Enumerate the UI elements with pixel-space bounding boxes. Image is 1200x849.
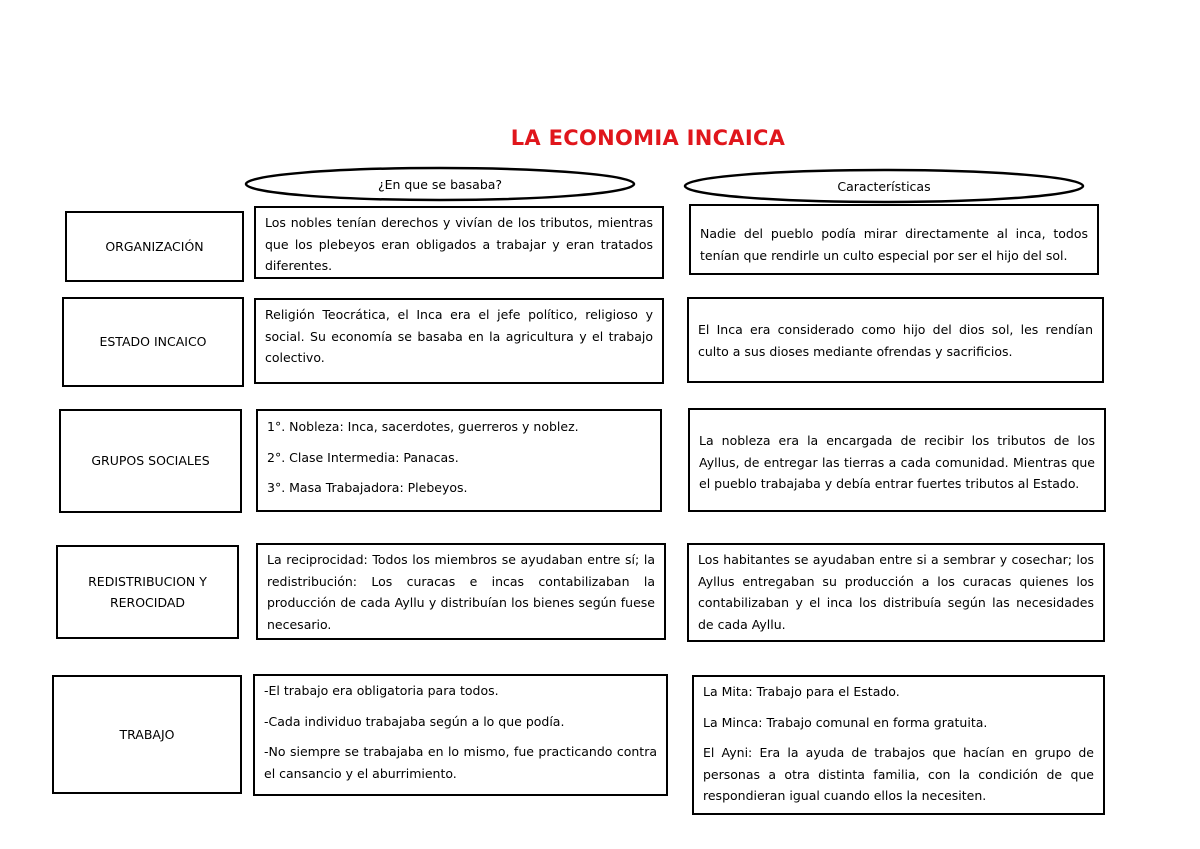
traits-text: El Inca era considerado como hijo del dios sol, les rendían culto a sus dioses mediante ofrendas y sacrificios.	[698, 322, 1093, 359]
row-label-organizacion	[65, 211, 244, 282]
row-label-text: ORGANIZACIÓN	[105, 238, 204, 254]
basis-box-organizacion	[254, 206, 664, 279]
traits-line: La Mita: Trabajo para el Estado.	[703, 684, 900, 699]
column-header-left	[243, 165, 637, 203]
row-label-text: TRABAJO	[119, 726, 175, 742]
basis-line: -No siempre se trabajaba en lo mismo, fue practicando contra el cansancio y el aburrimiento.	[264, 744, 657, 781]
traits-box-grupos-sociales	[688, 408, 1106, 512]
traits-box-organizacion	[689, 204, 1099, 275]
row-label-trabajo	[52, 675, 242, 794]
traits-box-estado-incaico	[687, 297, 1104, 383]
row-label-grupos-sociales	[59, 409, 242, 513]
row-label-text: ESTADO INCAICO	[99, 334, 207, 350]
traits-text: Nadie del pueblo podía mirar directamente al inca, todos tenían que rendirle un culto especial por ser el hijo del sol.	[700, 226, 1088, 263]
basis-line: 3°. Masa Trabajadora: Plebeyos.	[267, 480, 468, 495]
row-label-text: GRUPOS SOCIALES	[91, 453, 210, 469]
basis-text: Los nobles tenían derechos y vivían de los tributos, mientras que los plebeyos eran obligados a trabajar y eran tratados diferentes.	[265, 215, 653, 273]
row-label-line: REROCIDAD	[109, 595, 186, 610]
traits-line: La Minca: Trabajo comunal en forma gratuita.	[703, 714, 988, 730]
basis-text: Religión Teocrática, el Inca era el jefe político, religioso y social. Su economía se basaba en la agricultura y el trabajo colectivo.	[265, 307, 653, 365]
row-label-line: REDISTRIBUCION Y	[88, 573, 207, 589]
column-header-right	[682, 167, 1086, 205]
row-label-redistribucion	[56, 545, 239, 639]
basis-box-redistribucion	[256, 543, 666, 640]
basis-box-estado-incaico	[254, 298, 664, 384]
traits-box-trabajo	[692, 675, 1105, 815]
traits-text: Los habitantes se ayudaban entre si a sembrar y cosechar; los Ayllus entregaban su producción a los curacas quienes los contabilizaban y el inca los distribuía según las necesidades de cada Ayllu.	[698, 552, 1094, 632]
column-header-left-label: ¿En que se basaba?	[377, 176, 503, 192]
basis-box-trabajo	[253, 674, 668, 796]
traits-box-redistribucion	[687, 543, 1105, 642]
basis-line: 1°. Nobleza: Inca, sacerdotes, guerreros y noblez.	[267, 419, 579, 434]
basis-text: La reciprocidad: Todos los miembros se ayudaban entre sí; la redistribución: Los curacas e incas contabilizaban la producción de cada Ayllu y distribuían los bienes según fuese necesario.	[267, 552, 655, 632]
basis-line: 2°. Clase Intermedia: Panacas.	[267, 449, 459, 465]
page-title: LA ECONOMIA INCAICA	[510, 126, 786, 150]
basis-line: -El trabajo era obligatoria para todos.	[264, 683, 499, 698]
basis-box-grupos-sociales	[256, 409, 662, 512]
column-header-right-label: Características	[837, 178, 931, 194]
row-label-estado-incaico	[62, 297, 244, 387]
traits-text: La nobleza era la encargada de recibir los tributos de los Ayllus, de entregar las tierras a cada comunidad. Mientras que el pueblo trabajaba y debía entrar fuertes tributos al Estado.	[699, 433, 1095, 491]
traits-line: El Ayni: Era la ayuda de trabajos que hacían en grupo de personas a otra distinta familia, con la condición de que respondieran igual cuando ellos la necesiten.	[703, 745, 1094, 803]
basis-line: -Cada individuo trabajaba según a lo que podía.	[264, 713, 565, 729]
